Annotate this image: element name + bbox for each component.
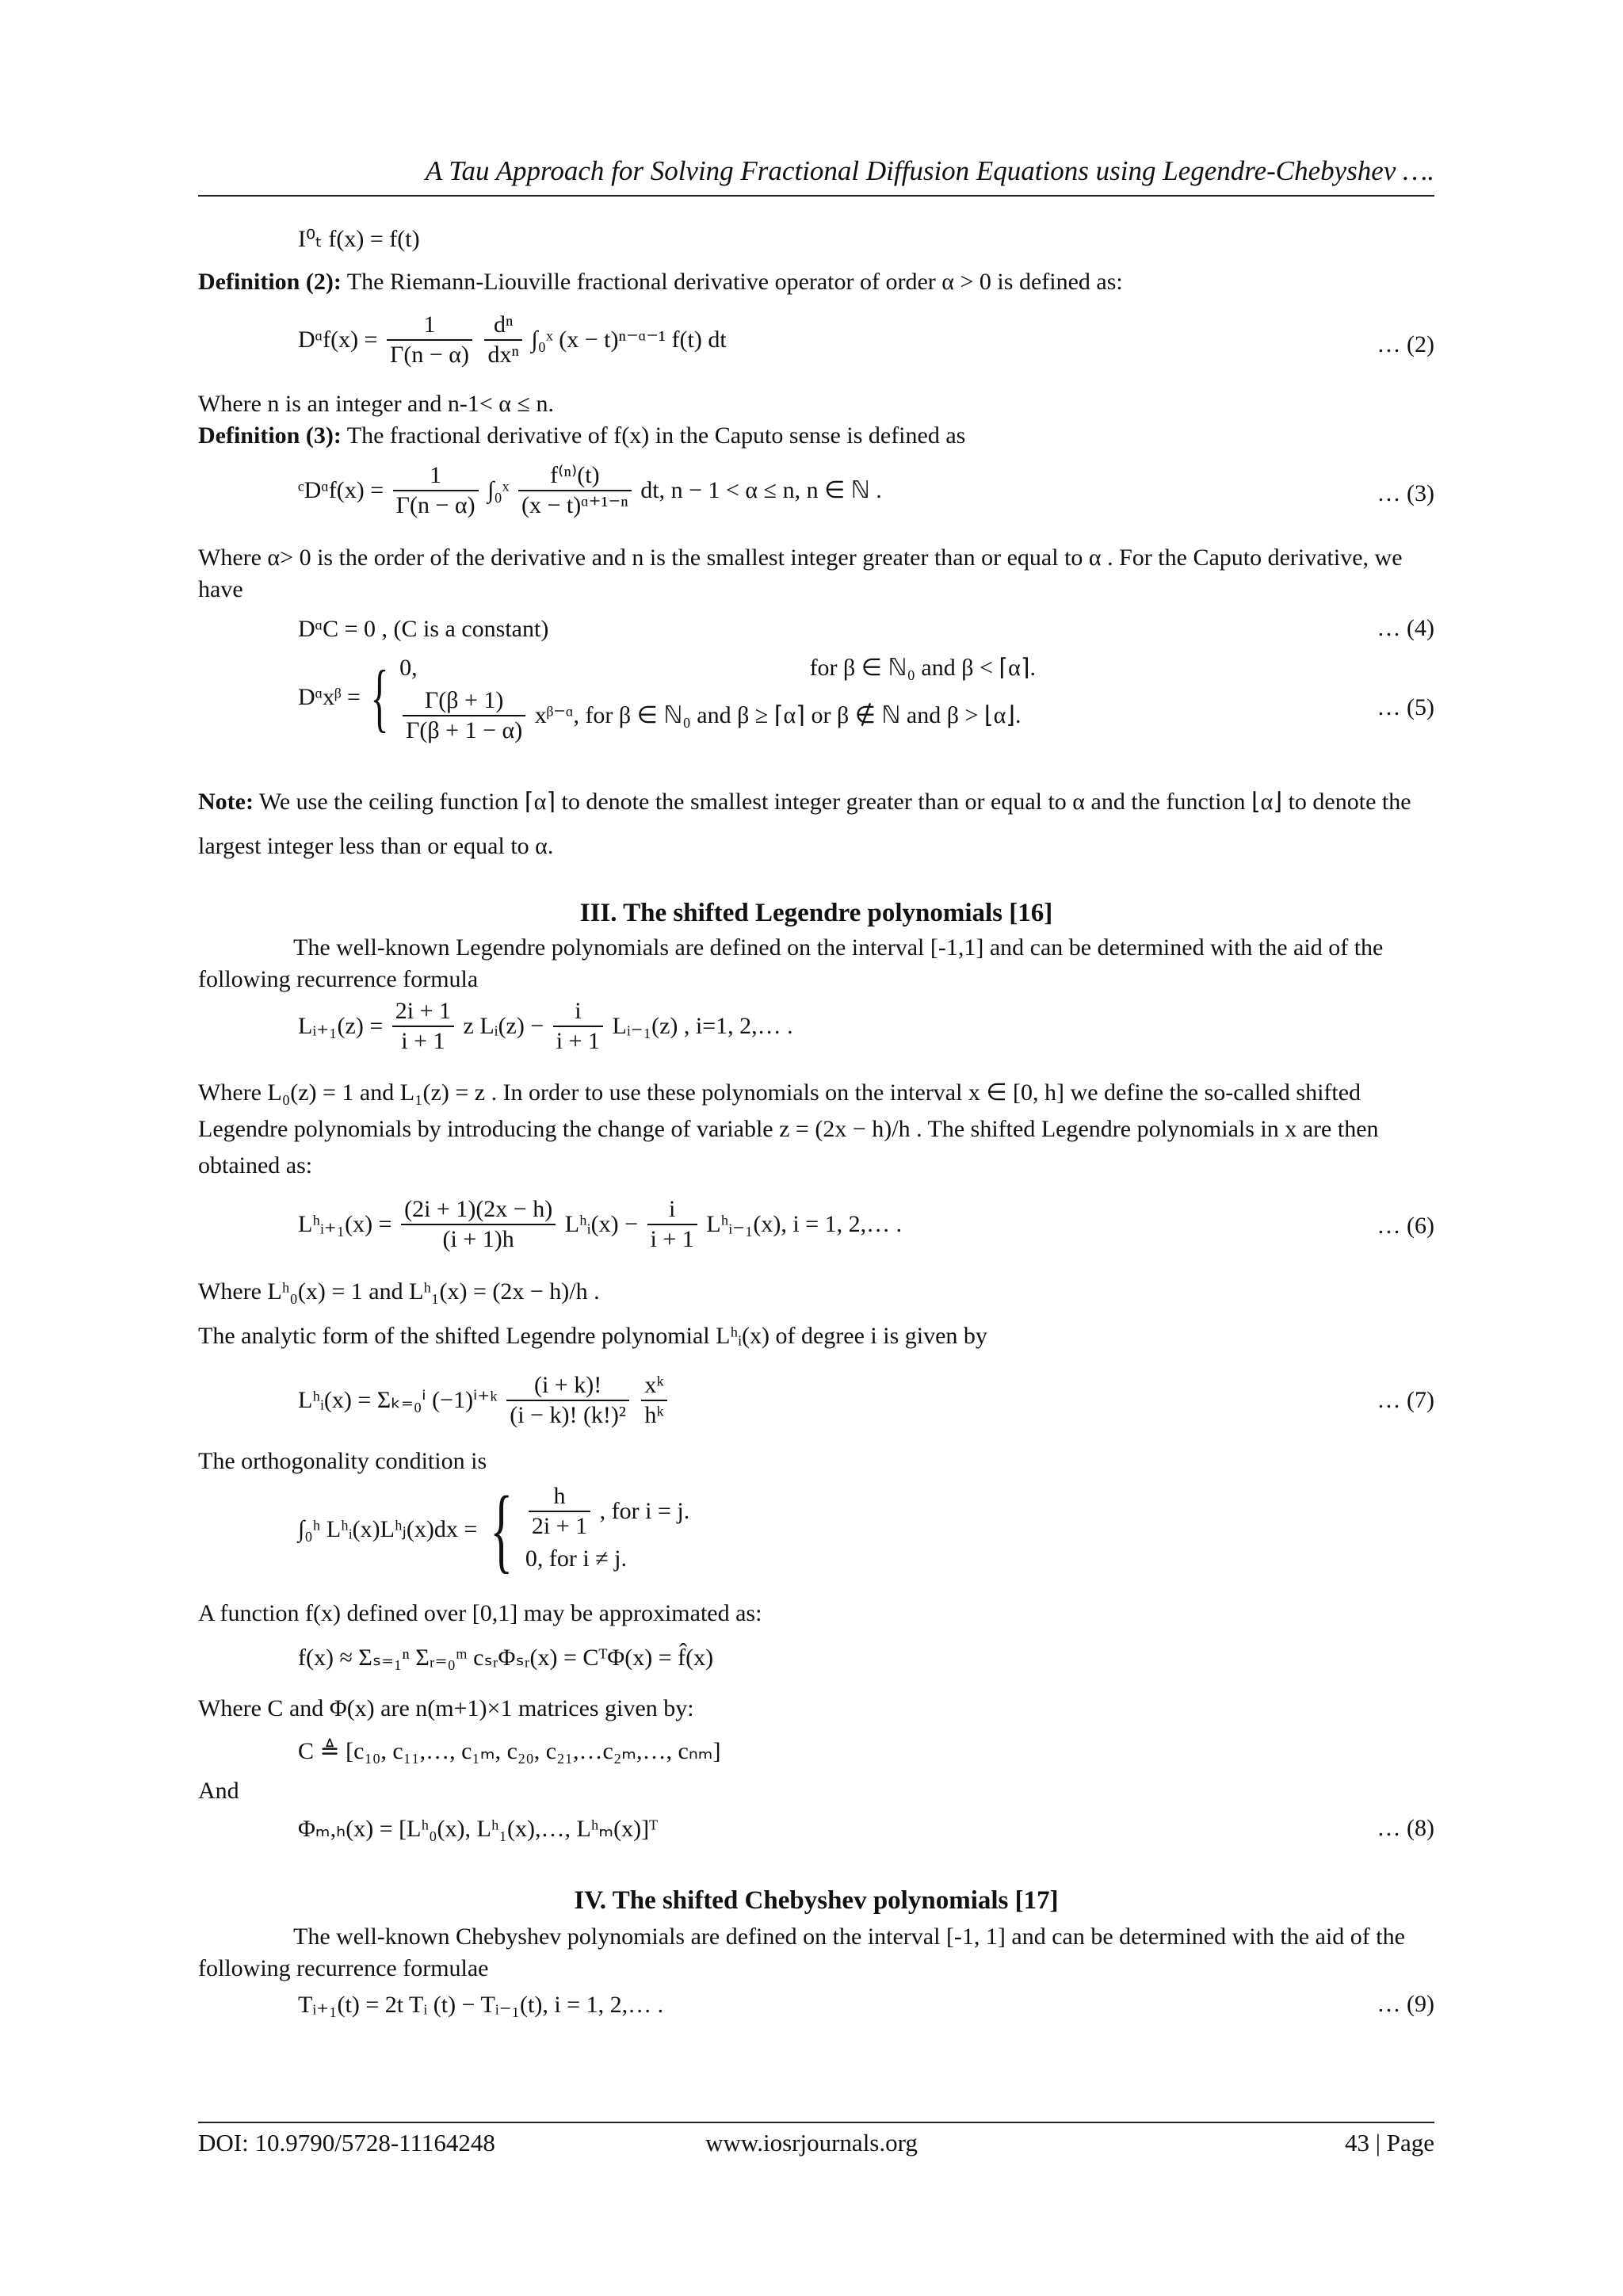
eq2-frac2-denominator: dxⁿ: [484, 339, 521, 369]
eq3-lhs: ᶜDᵅf(x) =: [298, 477, 384, 503]
eq7-frac2-denominator: hᵏ: [641, 1400, 666, 1430]
definition-3-label: Definition (3):: [198, 422, 342, 449]
definition-3: [198, 420, 1434, 452]
rec-lhs: Lᵢ₊₁(z) =: [298, 1013, 384, 1039]
eq5-cases: [399, 650, 1036, 745]
approximation-intro: A function f(x) defined over [0,1] may be approximated as:: [198, 1600, 762, 1626]
rec-mid: z Lᵢ(z) −: [463, 1013, 544, 1039]
header-rule: [198, 195, 1434, 197]
eq5-case1-condition: for β ∈ ℕ₀ and β < ⌈α⌉.: [809, 655, 1037, 681]
orth-case1-fraction: [529, 1482, 590, 1541]
eq6-mid: Lʰᵢ(x) −: [564, 1211, 638, 1237]
equation-8-number: … (8): [1377, 1815, 1434, 1841]
eq3-fraction-1: [393, 461, 479, 520]
eq5-case2-fraction: [403, 686, 525, 745]
orth-case1-numerator: h: [553, 1483, 566, 1509]
eq5-lhs: Dᵅxᵝ =: [298, 684, 361, 710]
eq6-frac1-denominator: (i + 1)h: [401, 1224, 556, 1254]
rec-fraction-1: [392, 997, 454, 1056]
definition-2-text: The Riemann-Liouville fractional derivative operator of order α > 0 is defined as:: [341, 269, 1123, 295]
eq5-case1-value: 0,: [399, 655, 418, 681]
C-vector-definition: C ≜ [c₁₀, c₁₁,…, c₁ₘ, c₂₀, c₂₁,…c₂ₘ,…, cₙₘ]: [298, 1738, 721, 1764]
eq2-lhs: Dᵅf(x) =: [298, 327, 378, 353]
eq5-case-2: [399, 686, 1036, 745]
definition-3-text: The fractional derivative of f(x) in the Caputo sense is defined as: [341, 422, 966, 449]
eq7-fraction-2: [641, 1371, 666, 1430]
left-brace-icon: {: [490, 1477, 513, 1582]
eq6-fraction-2: [647, 1195, 697, 1254]
equation-2-number: … (2): [1377, 331, 1434, 357]
section-4-intro: The well-known Chebyshev polynomials are defined on the interval [-1, 1] and can be determined with the aid of the following recurrence formulae: [198, 1924, 1405, 1981]
orth-lhs: ∫₀ʰ Lʰᵢ(x)Lʰⱼ(x)dx =: [298, 1516, 478, 1542]
note-label: Note:: [198, 789, 254, 815]
eq3-rest: dt, n − 1 < α ≤ n, n ∈ ℕ .: [640, 477, 882, 503]
eq3-frac1-numerator: 1: [430, 462, 442, 488]
rec-frac2-denominator: i + 1: [553, 1026, 603, 1056]
eq2-frac2-numerator: dⁿ: [493, 311, 514, 338]
orth-case1-denominator: 2i + 1: [529, 1511, 590, 1541]
orthogonality-condition: [298, 1477, 690, 1582]
rec-fraction-2: [553, 997, 603, 1056]
footer-doi: DOI: 10.9790/5728-11164248: [198, 2129, 495, 2157]
orth-case1-condition: , for i = j.: [599, 1498, 690, 1524]
legendre-recurrence: [298, 997, 793, 1056]
eq2-fraction-1: [387, 311, 472, 369]
equation-6: [298, 1195, 902, 1254]
caputo-explanation: Where α> 0 is the order of the derivative and n is the smallest integer greater than or equal to α . For the Caputo derivative, we have: [198, 544, 1403, 602]
equation-9: Tᵢ₊₁(t) = 2t Tᵢ (t) − Tᵢ₋₁(t), i = 1, 2,… .: [298, 1992, 664, 2018]
shifted-legendre-definition: Where L₀(z) = 1 and L₁(z) = z . In order to use these polynomials on the interval x ∈ [0, h] we define the so-called shifted Legendre polynomials by introducing the change of variable z = (2x − h)/h . The shifted Legendre polynomials in x are then obtained as:: [198, 1079, 1379, 1179]
section-4-heading: IV. The shifted Chebyshev polynomials [17]: [574, 1886, 1059, 1915]
eq7-lhs: Lʰᵢ(x) = Σₖ₌₀ⁱ (−1)ⁱ⁺ᵏ: [298, 1387, 498, 1413]
eq6-frac2-denominator: i + 1: [647, 1224, 697, 1254]
definition-2: [198, 266, 1434, 298]
eq7-frac2-numerator: xᵏ: [644, 1372, 664, 1398]
definition-2-label: Definition (2):: [198, 269, 342, 295]
orthogonality-intro: The orthogonality condition is: [198, 1448, 487, 1474]
equation-3: [298, 461, 882, 520]
eq2-frac1-numerator: 1: [423, 311, 436, 338]
eq6-lhs: Lʰᵢ₊₁(x) =: [298, 1211, 392, 1237]
eq2-fraction-2: [484, 311, 521, 369]
rec-frac1-numerator: 2i + 1: [395, 998, 452, 1024]
approximation-equation: f(x) ≈ Σₛ₌₁ⁿ Σᵣ₌₀ᵐ cₛᵣΦₛᵣ(x) = CᵀΦ(x) = f̂(x): [298, 1645, 714, 1671]
section-3-heading: III. The shifted Legendre polynomials [16]: [579, 899, 1053, 927]
eq5-case-1: [399, 650, 1036, 686]
eq3-fraction-2: [518, 461, 632, 520]
running-header: A Tau Approach for Solving Fractional Diffusion Equations using Legendre-Chebyshev ….: [425, 155, 1434, 186]
eq2-frac1-denominator: Γ(n − α): [387, 339, 472, 369]
equation-6-number: … (6): [1377, 1213, 1434, 1239]
rec-frac2-numerator: i: [575, 998, 582, 1024]
eq3-integral-sign: ∫₀ˣ: [487, 477, 510, 503]
eq3-frac2-numerator: f⁽ⁿ⁾(t): [550, 462, 600, 488]
eq5-case2-rest: xᵝ⁻ᵅ, for β ∈ ℕ₀ and β ≥ ⌈α⌉ or β ∉ ℕ and β > ⌊α⌋.: [534, 702, 1022, 728]
eq6-fraction-1: [401, 1195, 556, 1254]
eq7-frac1-denominator: (i − k)! (k!)²: [506, 1400, 629, 1430]
section-3-intro: The well-known Legendre polynomials are defined on the interval [-1,1] and can be determined with the aid of the following recurrence formula: [198, 934, 1384, 992]
equation-2: [298, 311, 727, 369]
footer-page-number: 43 | Page: [1345, 2129, 1434, 2157]
rec-rest: Lᵢ₋₁(z) , i=1, 2,… .: [612, 1013, 793, 1039]
where-C-phi: Where C and Φ(x) are n(m+1)×1 matrices given by:: [198, 1695, 694, 1721]
note-text: We use the ceiling function ⌈α⌉ to denote the smallest integer greater than or equal to α and the function ⌊α⌋ to denote the largest integer less than or equal to α.: [198, 789, 1411, 859]
analytic-form-intro: The analytic form of the shifted Legendre polynomial Lʰᵢ(x) of degree i is given by: [198, 1323, 987, 1349]
eq3-frac1-denominator: Γ(n − α): [393, 490, 479, 520]
left-brace-icon: {: [371, 655, 390, 739]
equation-7: [298, 1371, 670, 1430]
and-text: And: [198, 1778, 239, 1804]
equation-5: [298, 650, 1036, 745]
where-L0-L1: Where Lʰ₀(x) = 1 and Lʰ₁(x) = (2x − h)/h .: [198, 1278, 600, 1305]
equation-7-number: … (7): [1377, 1387, 1434, 1413]
eq5-case2-numerator: Γ(β + 1): [424, 687, 504, 713]
where-n-integer: Where n is an integer and n-1< α ≤ n.: [198, 391, 554, 417]
orth-case-1: [525, 1482, 689, 1541]
equation-8: Φₘ,ₕ(x) = [Lʰ₀(x), Lʰ₁(x),…, Lʰₘ(x)]ᵀ: [298, 1816, 658, 1842]
equation-5-number: … (5): [1377, 694, 1434, 720]
equation-4: DᵅC = 0 , (C is a constant): [298, 616, 549, 642]
eq6-rest: Lʰᵢ₋₁(x), i = 1, 2,… .: [706, 1211, 903, 1237]
equation-3-number: … (3): [1377, 480, 1434, 506]
eq2-integral: ∫₀ˣ (x − t)ⁿ⁻ᵅ⁻¹ f(t) dt: [531, 327, 727, 353]
footer-website: www.iosrjournals.org: [705, 2129, 918, 2157]
eq7-fraction-1: [506, 1371, 629, 1430]
footer-rule: [198, 2122, 1434, 2123]
eq7-frac1-numerator: (i + k)!: [533, 1372, 602, 1398]
fractional-integral-identity: I⁰ₜ f(x) = f(t): [298, 226, 420, 252]
eq6-frac2-numerator: i: [668, 1196, 676, 1222]
eq5-case2-denominator: Γ(β + 1 − α): [403, 715, 525, 745]
note-paragraph: [198, 780, 1434, 869]
orth-cases: [525, 1482, 689, 1577]
eq3-frac2-denominator: (x − t)ᵅ⁺¹⁻ⁿ: [518, 490, 632, 520]
equation-4-number: … (4): [1377, 615, 1434, 641]
orth-case-2: 0, for i ≠ j.: [525, 1545, 628, 1572]
equation-9-number: … (9): [1377, 1991, 1434, 2017]
eq6-frac1-numerator: (2i + 1)(2x − h): [404, 1196, 553, 1222]
rec-frac1-denominator: i + 1: [392, 1026, 454, 1056]
